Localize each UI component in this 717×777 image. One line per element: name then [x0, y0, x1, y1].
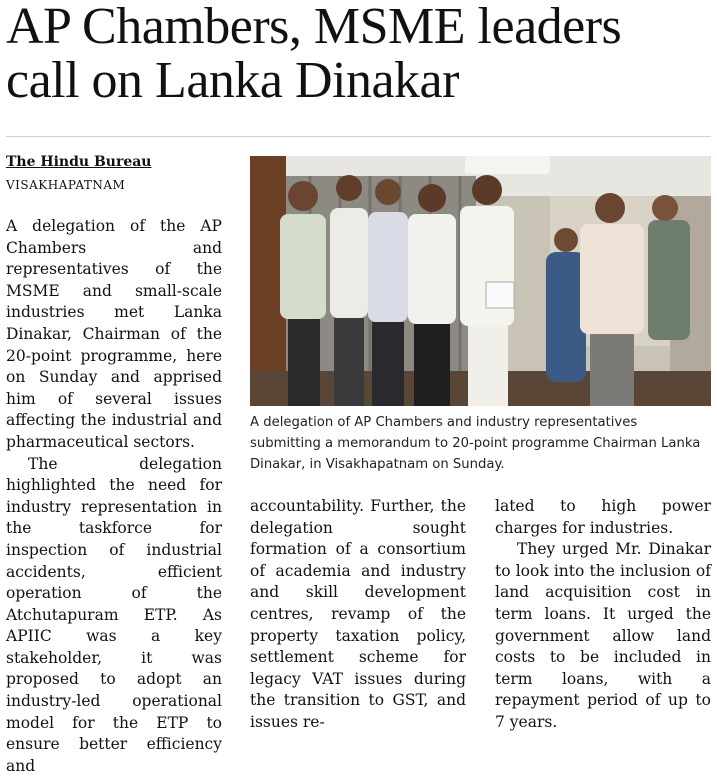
paragraph-4: lated to high power charges for industries. [495, 497, 711, 537]
paragraph-2: The delegation highlighted the need for industry representation in the taskforce for inspection of industrial accidents, efficient operation of the Atchutapuram ETP. As APIIC was a key stakeholder, it was proposed to adopt an industry-led operational model for the ETP to ensure better efficiency and [6, 454, 222, 775]
paragraph-1: A delegation of the AP Chambers and representatives of the MSME and small-scale industries met Lanka Dinakar, Chairman of the 20-point programme, here on Sunday and apprised him of several issues affecting the industrial and pharmaceutical sectors. [6, 217, 222, 451]
paragraph-3: accountability. Further, the delegation sought formation of a consortium of academia and industry and skill development centres, revamp of the property taxation policy, settlement scheme for legacy VAT issues during the transition to GST, and issues re- [250, 497, 466, 731]
byline: The Hindu Bureau [6, 154, 152, 170]
headline [6, 0, 711, 108]
news-photo [250, 156, 711, 406]
headline-line-1: AP Chambers, MSME leaders [6, 0, 622, 55]
paragraph-5: They urged Mr. Dinakar to look into the inclusion of land acquisition cost in term loans. It urged the government allow land costs to be included in term loans, with a repayment period of up to 7 years. [495, 540, 711, 731]
photo-caption: A delegation of AP Chambers and industry representatives submitting a memorandum to 20-point programme Chairman Lanka Dinakar, in Visakhapatnam on Sunday. [250, 415, 701, 472]
headline-rule [6, 136, 711, 137]
article-column-3 [495, 496, 711, 734]
headline-line-2: call on Lanka Dinakar [6, 52, 459, 109]
dateline: VISAKHAPATNAM [6, 178, 126, 192]
article-column-2 [250, 496, 466, 734]
article-column-1 [6, 216, 222, 777]
